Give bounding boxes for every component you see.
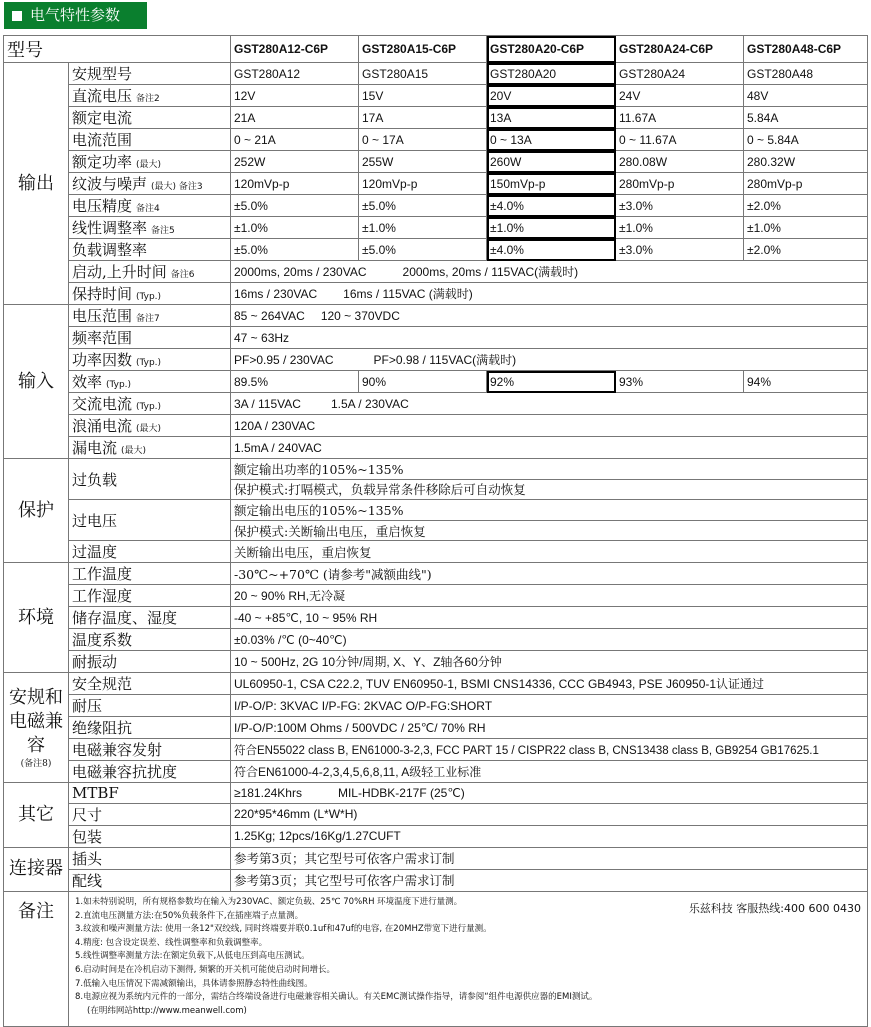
cell-value: ±1.0% xyxy=(231,217,359,239)
cell-value: GST280A24 xyxy=(616,63,744,85)
row-label: 纹波与噪声 (最大) 备注3 xyxy=(69,173,231,195)
table-row xyxy=(4,651,868,673)
model-name: GST280A20-C6P xyxy=(487,36,616,63)
table-row xyxy=(4,607,868,629)
cell-value: 3A / 115VAC 1.5A / 230VAC xyxy=(231,393,868,415)
cell-value: ±5.0% xyxy=(231,239,359,261)
row-label: 工作湿度 xyxy=(69,585,231,607)
cell-value: 参考第3页；其它型号可依客户需求订制 xyxy=(231,869,868,891)
cell-value: 0 ~ 5.84A xyxy=(744,129,868,151)
row-label: 绝缘阻抗 xyxy=(69,717,231,739)
note-line: 3.纹波和噪声测量方法: 使用一条12"双绞线, 同时终端要并联0.1uf和47uf的电容, 在20MHZ带宽下进行量测。 xyxy=(75,924,492,935)
model-name: GST280A12-C6P xyxy=(231,36,359,63)
cell-value: 保护模式:打嗝模式，负载异常条件移除后可自动恢复 xyxy=(231,479,868,500)
cell-value: UL60950-1, CSA C22.2, TUV EN60950-1, BSMI CNS14336, CCC GB4943, PSE J60950-1认证通过 xyxy=(231,673,868,695)
table-row xyxy=(4,541,868,563)
cell-value: 参考第3页；其它型号可依客户需求订制 xyxy=(231,847,868,869)
row-label: 过电压 xyxy=(69,500,231,541)
cell-value: GST280A15 xyxy=(359,63,487,85)
row-label: 额定电流 xyxy=(69,107,231,129)
cell-value: 16ms / 230VAC 16ms / 115VAC (满载时) xyxy=(231,283,868,305)
notes-row xyxy=(4,891,868,1026)
cell-value: 5.84A xyxy=(744,107,868,129)
row-label: 过温度 xyxy=(69,541,231,563)
table-row xyxy=(4,63,868,85)
note-line: 1.如未特别说明，所有规格参数均在输入为230VAC、额定负载、25℃ 70%RH 环境温度下进行量测。 xyxy=(75,896,463,907)
category-note: (备注8) xyxy=(20,758,52,769)
square-bullet-icon xyxy=(12,11,22,21)
cell-value: ±5.0% xyxy=(359,195,487,217)
table-row xyxy=(4,717,868,739)
row-label: 储存温度、湿度 xyxy=(69,607,231,629)
cell-value: 280.08W xyxy=(616,151,744,173)
cell-value: GST280A20 xyxy=(487,63,616,85)
cell-value: 94% xyxy=(744,371,868,393)
cell-value: I/P-O/P: 3KVAC I/P-FG: 2KVAC O/P-FG:SHORT xyxy=(231,695,868,717)
table-row xyxy=(4,261,868,283)
note-line: 6.启动时间是在冷机启动下测得, 频繁的开关机可能使启动时间增长。 xyxy=(75,964,336,975)
cell-value: 0 ~ 17A xyxy=(359,129,487,151)
cell-value: 0 ~ 21A xyxy=(231,129,359,151)
row-label: 交流电流 (Typ.) xyxy=(69,393,231,415)
cell-value: 额定输出电压的105%~135% xyxy=(231,500,868,521)
row-label: 功率因数 (Typ.) xyxy=(69,349,231,371)
model-name: GST280A48-C6P xyxy=(744,36,868,63)
table-row xyxy=(4,129,868,151)
cell-value: 280.32W xyxy=(744,151,868,173)
cell-value: 10 ~ 500Hz, 2G 10分钟/周期, X、Y、Z轴各60分钟 xyxy=(231,651,868,673)
note-line: 5.线性调整率测量方法:在额定负载下,从低电压到高电压测试。 xyxy=(75,951,310,962)
category-protection: 保护 xyxy=(4,459,69,563)
table-row xyxy=(4,437,868,459)
table-row xyxy=(4,500,868,521)
cell-value: 252W xyxy=(231,151,359,173)
cell-value: 93% xyxy=(616,371,744,393)
cell-value: 150mVp-p xyxy=(487,173,616,195)
cell-value: ±3.0% xyxy=(616,239,744,261)
row-label: 额定功率 (最大) xyxy=(69,151,231,173)
cell-value: 120mVp-p xyxy=(231,173,359,195)
cell-value: 2000ms, 20ms / 230VAC 2000ms, 20ms / 115VAC(满载时) xyxy=(231,261,868,283)
row-label: 线性调整率 备注5 xyxy=(69,217,231,239)
cell-value: 符合EN61000-4-2,3,4,5,6,8,11, A级轻工业标准 xyxy=(231,761,868,783)
service-hotline: 乐兹科技 客服热线:400 600 0430 xyxy=(688,901,861,915)
category-environment: 环境 xyxy=(4,563,69,673)
spec-table xyxy=(3,35,868,1027)
cell-value: 89.5% xyxy=(231,371,359,393)
category-notes: 备注 xyxy=(4,891,69,1026)
row-label: 安规型号 xyxy=(69,63,231,85)
cell-value: 关断输出电压，重启恢复 xyxy=(231,541,868,563)
cell-value: 20V xyxy=(487,85,616,107)
cell-value: 280mVp-p xyxy=(744,173,868,195)
cell-value: 17A xyxy=(359,107,487,129)
cell-value: GST280A12 xyxy=(231,63,359,85)
note-line: 7.低输入电压情况下需减额输出，具体请参照静态特性曲线图。 xyxy=(75,978,313,989)
row-label: 浪涌电流 (最大) xyxy=(69,415,231,437)
cell-value: ±2.0% xyxy=(744,239,868,261)
row-label: 频率范围 xyxy=(69,327,231,349)
row-label: 插头 xyxy=(69,847,231,869)
cell-value: -30℃~+70℃ (请参考"减额曲线") xyxy=(231,563,868,585)
row-label: 尺寸 xyxy=(69,803,231,825)
cell-value: ±5.0% xyxy=(231,195,359,217)
cell-value: 260W xyxy=(487,151,616,173)
table-row xyxy=(4,761,868,783)
row-label: 电磁兼容抗扰度 xyxy=(69,761,231,783)
cell-value: I/P-O/P:100M Ohms / 500VDC / 25℃/ 70% RH xyxy=(231,717,868,739)
cell-value: GST280A48 xyxy=(744,63,868,85)
cell-value: 0 ~ 13A xyxy=(487,129,616,151)
section-header xyxy=(4,2,147,29)
cell-value: 11.67A xyxy=(616,107,744,129)
table-row xyxy=(4,803,868,825)
table-row xyxy=(4,825,868,847)
row-label: 效率 (Typ.) xyxy=(69,371,231,393)
note-line: 2.直流电压测量方法:在50%负载条件下,在插座端子点量测。 xyxy=(75,910,304,921)
table-row xyxy=(4,107,868,129)
note-line: 8.电源应视为系统内元件的一部分，需结合终端设备进行电磁兼容相关确认。有关EMC测试操作指导，请参阅“组件电源供应器的EMI测试。 xyxy=(75,992,598,1003)
table-row xyxy=(4,305,868,327)
row-label: 安全规范 xyxy=(69,673,231,695)
cell-value: ±3.0% xyxy=(616,195,744,217)
row-label: 工作温度 xyxy=(69,563,231,585)
cell-value: ±1.0% xyxy=(744,217,868,239)
row-label: 电压范围 备注7 xyxy=(69,305,231,327)
row-label: 包装 xyxy=(69,825,231,847)
category-connector: 连接器 xyxy=(4,847,69,891)
cell-value: -40 ~ +85℃, 10 ~ 95% RH xyxy=(231,607,868,629)
table-row xyxy=(4,239,868,261)
category-input: 输入 xyxy=(4,305,69,459)
cell-value: ≥181.24Khrs MIL-HDBK-217F (25℃) xyxy=(231,783,868,804)
row-label: 温度系数 xyxy=(69,629,231,651)
cell-value: ±5.0% xyxy=(359,239,487,261)
cell-value: 21A xyxy=(231,107,359,129)
category-other: 其它 xyxy=(4,783,69,848)
row-label: 电流范围 xyxy=(69,129,231,151)
row-label: 耐压 xyxy=(69,695,231,717)
table-row xyxy=(4,85,868,107)
cell-value: 47 ~ 63Hz xyxy=(231,327,868,349)
cell-value: 255W xyxy=(359,151,487,173)
table-row xyxy=(4,217,868,239)
row-label: 电磁兼容发射 xyxy=(69,739,231,761)
table-row xyxy=(4,459,868,480)
table-row xyxy=(4,371,868,393)
table-row xyxy=(4,629,868,651)
table-row xyxy=(4,349,868,371)
cell-value: 符合EN55022 class B, EN61000-3-2,3, FCC PART 15 / CISPR22 class B, CNS13438 class B, GB9254 GB17625.1 xyxy=(231,739,868,761)
cell-value: 12V xyxy=(231,85,359,107)
row-label: 保持时间 (Typ.) xyxy=(69,283,231,305)
cell-value: 120mVp-p xyxy=(359,173,487,195)
table-row xyxy=(4,739,868,761)
cell-value: 48V xyxy=(744,85,868,107)
table-row xyxy=(4,869,868,891)
row-label: 过负载 xyxy=(69,459,231,500)
row-label: 直流电压 备注2 xyxy=(69,85,231,107)
row-label: 漏电流 (最大) xyxy=(69,437,231,459)
table-row xyxy=(4,283,868,305)
cell-value: 20 ~ 90% RH,无冷凝 xyxy=(231,585,868,607)
table-row xyxy=(4,173,868,195)
table-row xyxy=(4,415,868,437)
cell-value: 1.25Kg; 12pcs/16Kg/1.27CUFT xyxy=(231,825,868,847)
cell-value: 90% xyxy=(359,371,487,393)
table-row xyxy=(4,327,868,349)
cell-value: 85 ~ 264VAC 120 ~ 370VDC xyxy=(231,305,868,327)
note-line: 4.精度: 包含设定误差、线性调整率和负载调整率。 xyxy=(75,937,268,948)
cell-value: 1.5mA / 240VAC xyxy=(231,437,868,459)
cell-value: 保护模式:关断输出电压，重启恢复 xyxy=(231,520,868,541)
table-row xyxy=(4,563,868,585)
model-name: GST280A24-C6P xyxy=(616,36,744,63)
cell-value: ±4.0% xyxy=(487,239,616,261)
row-label: 配线 xyxy=(69,869,231,891)
cell-value: ±1.0% xyxy=(616,217,744,239)
table-row xyxy=(4,195,868,217)
table-row xyxy=(4,783,868,804)
cell-value: ±2.0% xyxy=(744,195,868,217)
cell-value: ±0.03% /℃ (0~40℃) xyxy=(231,629,868,651)
type-label: 型号 xyxy=(4,36,231,63)
model-name: GST280A15-C6P xyxy=(359,36,487,63)
table-row xyxy=(4,673,868,695)
cell-value: ±4.0% xyxy=(487,195,616,217)
cell-value: 0 ~ 11.67A xyxy=(616,129,744,151)
section-title: 电气特性参数 xyxy=(30,6,121,24)
row-label: MTBF xyxy=(69,783,231,804)
cell-value: ±1.0% xyxy=(359,217,487,239)
model-header-row xyxy=(4,36,868,63)
notes-cell xyxy=(69,891,868,1026)
table-row xyxy=(4,393,868,415)
note-line: (在明纬网站http://www.meanwell.com) xyxy=(87,1005,247,1016)
category-safety-emc xyxy=(4,673,69,783)
cell-value: ±1.0% xyxy=(487,217,616,239)
cell-value: 额定输出功率的105%~135% xyxy=(231,459,868,480)
cell-value: 15V xyxy=(359,85,487,107)
cell-value: 220*95*46mm (L*W*H) xyxy=(231,803,868,825)
category-output: 输出 xyxy=(4,63,69,305)
cell-value: PF>0.95 / 230VAC PF>0.98 / 115VAC(满载时) xyxy=(231,349,868,371)
table-row xyxy=(4,695,868,717)
row-label: 电压精度 备注4 xyxy=(69,195,231,217)
cell-value: 120A / 230VAC xyxy=(231,415,868,437)
table-row xyxy=(4,151,868,173)
cell-value: 92% xyxy=(487,371,616,393)
category-label: 安规和电磁兼容 xyxy=(9,686,63,756)
cell-value: 24V xyxy=(616,85,744,107)
table-row xyxy=(4,847,868,869)
table-row xyxy=(4,585,868,607)
row-label: 负载调整率 xyxy=(69,239,231,261)
row-label: 耐振动 xyxy=(69,651,231,673)
cell-value: 280mVp-p xyxy=(616,173,744,195)
cell-value: 13A xyxy=(487,107,616,129)
row-label: 启动,上升时间 备注6 xyxy=(69,261,231,283)
